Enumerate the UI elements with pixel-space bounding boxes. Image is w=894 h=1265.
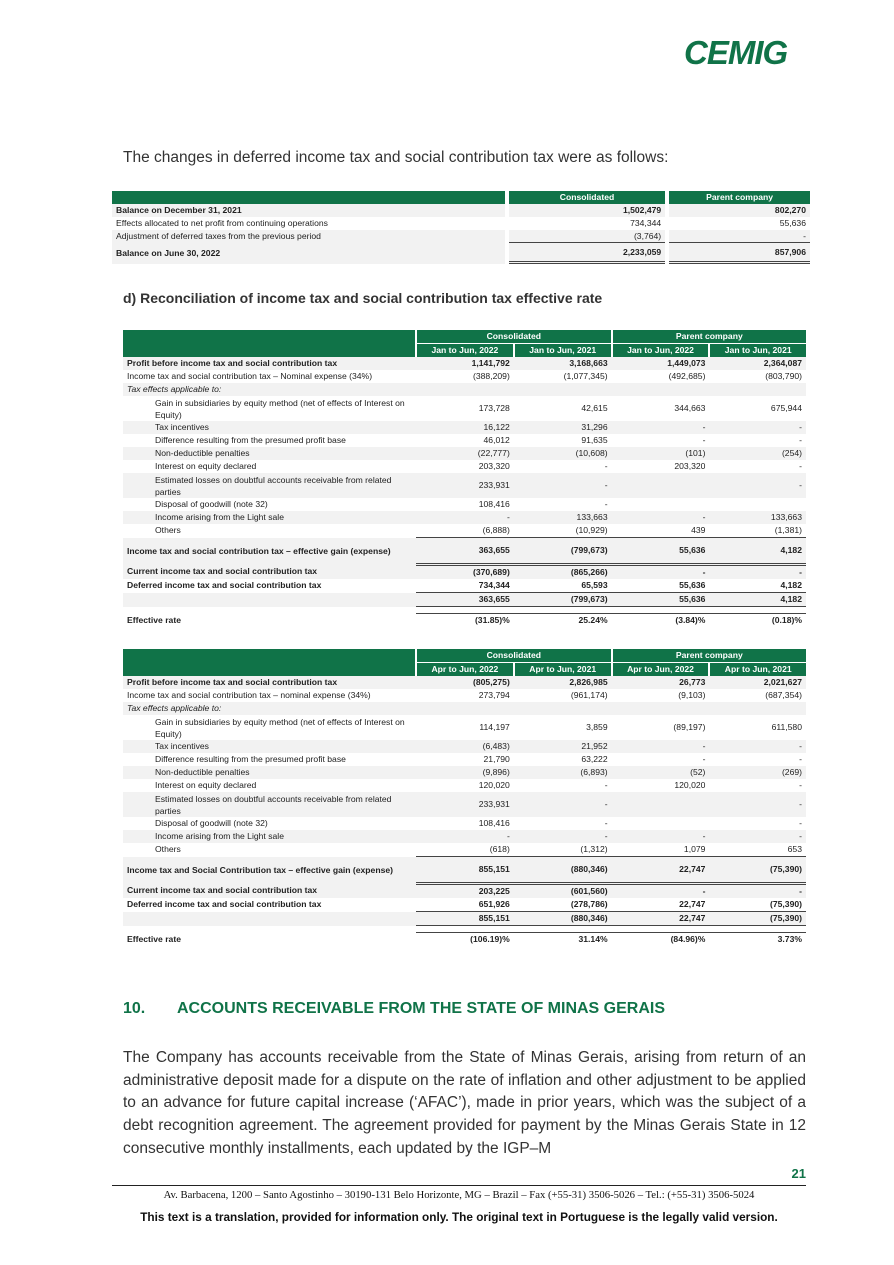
- row-value: [709, 702, 806, 715]
- row-value: (880,346): [514, 857, 612, 884]
- header-period: Jan to Jun, 2022: [612, 344, 710, 358]
- deferred-tax-changes-table: [108, 191, 814, 264]
- header-consolidated: Consolidated: [509, 191, 665, 204]
- consolidated-value: 734,344: [630, 217, 662, 228]
- row-value: 4,182: [709, 538, 806, 565]
- row-value: 21,952: [514, 740, 612, 753]
- row-value: -: [709, 421, 806, 434]
- header-parent-company: Parent company: [612, 649, 806, 663]
- table-row: [123, 421, 806, 434]
- row-value: 651,926: [416, 898, 514, 912]
- row-value: 22,747: [612, 898, 710, 912]
- row-value: 120,020: [478, 780, 510, 790]
- parent-value: 857,906: [669, 242, 810, 264]
- row-value: -: [799, 435, 802, 445]
- header-consolidated: Consolidated: [416, 649, 612, 663]
- row-label: Income tax and Social Contribution tax – effective gain (expense): [123, 857, 416, 884]
- row-value: 21,790: [483, 754, 510, 764]
- row-value: 25.24%: [514, 614, 612, 628]
- table-row: [123, 447, 806, 460]
- row-label: Profit before income tax and social contribution tax: [123, 676, 416, 689]
- row-value: -: [709, 565, 806, 580]
- row-value: 1,141,792: [416, 357, 514, 370]
- header-blank: [123, 663, 416, 677]
- row-value: (1,077,345): [563, 371, 608, 381]
- row-value: -: [799, 780, 802, 790]
- row-value: 855,151: [416, 857, 514, 884]
- row-value: -: [416, 830, 514, 843]
- row-value: (101): [612, 447, 710, 460]
- reconciliation-table-jan-jun: [123, 330, 806, 627]
- header-consolidated: Consolidated: [416, 330, 612, 344]
- header-period: Jan to Jun, 2021: [514, 344, 612, 358]
- row-value: 63,222: [581, 754, 608, 764]
- row-value: 65,593: [514, 579, 612, 593]
- table-row: [123, 538, 806, 565]
- row-value: (6,888): [416, 524, 514, 538]
- row-value: -: [604, 461, 608, 471]
- row-value: [612, 498, 710, 511]
- row-label: Interest on equity declared: [155, 461, 257, 471]
- row-value: -: [612, 884, 710, 899]
- row-value: (10,929): [514, 524, 612, 538]
- table-row: [123, 593, 806, 607]
- parent-value: -: [669, 230, 810, 243]
- section-title: ACCOUNTS RECEIVABLE FROM THE STATE OF MINAS GERAIS: [177, 1000, 666, 1017]
- row-value: -: [612, 565, 710, 580]
- table-row: [123, 933, 806, 947]
- row-label: Disposal of goodwill (note 32): [155, 499, 268, 509]
- header-blank: [112, 191, 505, 204]
- row-value: (254): [709, 447, 806, 460]
- row-label: Adjustment of deferred taxes from the previous period: [112, 230, 505, 243]
- section-number: 10.: [123, 1000, 146, 1017]
- row-label: Tax effects applicable to:: [123, 702, 416, 715]
- row-value: (75,390): [709, 857, 806, 884]
- row-value: (75,390): [709, 898, 806, 912]
- row-value: [612, 792, 710, 817]
- row-value: 363,655: [416, 593, 514, 607]
- table-row: [123, 715, 806, 740]
- row-value: 120,020: [674, 780, 706, 790]
- table-row: [123, 843, 806, 857]
- row-value: 233,931: [416, 792, 514, 817]
- reconciliation-table-apr-jun: [123, 649, 806, 946]
- header-period: Jan to Jun, 2021: [709, 344, 806, 358]
- footer-address: Av. Barbacena, 1200 – Santo Agostinho – 30190-131 Belo Horizonte, MG – Brazil – Fax (+55-31) 3506-5026 – Tel.: (+55-31) 3506-5024: [163, 1189, 755, 1201]
- row-label: Deferred income tax and social contribution tax: [127, 899, 322, 910]
- table-row: [123, 357, 806, 370]
- row-value: 4,182: [709, 593, 806, 607]
- row-value: -: [709, 740, 806, 753]
- spacer-cell: [123, 607, 806, 614]
- row-value: (805,275): [416, 676, 514, 689]
- row-value: (492,685): [668, 371, 706, 381]
- table-row: [112, 217, 810, 230]
- table-row: [112, 242, 810, 264]
- row-label: Income tax and social contribution tax – Nominal expense (34%): [127, 371, 373, 381]
- row-value: 26,773: [612, 676, 710, 689]
- row-label: Estimated losses on doubtful accounts receivable from related parties: [123, 473, 416, 498]
- row-label: Disposal of goodwill (note 32): [155, 818, 268, 828]
- row-value: 55,636: [612, 538, 710, 565]
- row-value: -: [612, 511, 710, 524]
- table-row: [123, 370, 806, 383]
- row-label: [123, 593, 416, 607]
- row-value: [514, 702, 612, 715]
- consolidated-value: (3,764): [509, 230, 665, 243]
- table-row: [123, 740, 806, 753]
- row-label: Tax effects applicable to:: [123, 383, 416, 396]
- row-value: 3.73%: [709, 933, 806, 947]
- header-parent-company: Parent company: [612, 330, 806, 344]
- row-value: 203,320: [478, 461, 510, 471]
- table-row: [123, 884, 806, 899]
- table-row: [123, 383, 806, 396]
- row-value: [612, 473, 710, 498]
- row-value: 133,663: [514, 511, 612, 524]
- table-row: [123, 524, 806, 538]
- row-value: 203,320: [674, 461, 706, 471]
- section-10-paragraph: The Company has accounts receivable from the State of Minas Gerais, arising from return of an administrative deposit made for a dispute on the rate of inflation and other adjustment to be applied to an advance for future capital increase (‘AFAC’), made in prior years, which was the subject of a debt recognition agreement. The agreement provided for payment by the Minas Gerais State in 12 consecutive monthly installments, each updated by the IGP–M: [123, 1049, 806, 1157]
- table-row: [123, 766, 806, 779]
- row-value: 22,747: [612, 912, 710, 926]
- row-value: (961,174): [570, 690, 608, 700]
- row-value: (803,790): [765, 371, 802, 381]
- row-label: Effects allocated to net profit from continuing operations: [116, 217, 328, 228]
- row-value: -: [612, 740, 710, 753]
- header-blank: [123, 330, 416, 344]
- table-row: [123, 614, 806, 628]
- row-value: (9,103): [678, 690, 706, 700]
- table-row: [112, 204, 810, 217]
- header-period: Apr to Jun, 2021: [514, 663, 612, 677]
- row-value: 2,364,087: [709, 357, 806, 370]
- row-value: [416, 383, 514, 396]
- row-value: [416, 702, 514, 715]
- row-value: 91,635: [581, 435, 608, 445]
- row-value: [612, 702, 710, 715]
- logo-text: CEMIG: [684, 36, 788, 70]
- table-row: [123, 898, 806, 912]
- row-label: Gain in subsidiaries by equity method (net of effects of Interest on Equity): [155, 716, 405, 739]
- row-value: (89,197): [673, 722, 706, 732]
- table-row: [123, 817, 806, 830]
- spacer-row: [123, 607, 806, 614]
- row-value: (865,266): [514, 565, 612, 580]
- row-value: -: [514, 473, 612, 498]
- row-value: (370,689): [416, 565, 514, 580]
- row-value: -: [799, 754, 802, 764]
- row-value: 1,079: [612, 843, 710, 857]
- row-label: Income tax and social contribution tax – effective gain (expense): [123, 538, 416, 565]
- row-value: -: [416, 511, 514, 524]
- row-value: (3.84)%: [612, 614, 710, 628]
- row-value: (22,777): [416, 447, 514, 460]
- table-row: [123, 460, 806, 473]
- row-value: 2,826,985: [514, 676, 612, 689]
- row-label: Others: [155, 844, 181, 855]
- table-row: [123, 565, 806, 580]
- section-10-heading: [123, 1000, 665, 1018]
- row-label: Income tax and social contribution tax – nominal expense (34%): [127, 690, 371, 700]
- row-value: -: [514, 830, 612, 843]
- row-value: (799,673): [514, 593, 612, 607]
- row-value: -: [709, 884, 806, 899]
- row-label: Income arising from the Light sale: [123, 511, 416, 524]
- row-value: (6,893): [514, 766, 612, 779]
- table-row: [123, 792, 806, 817]
- table-row: [123, 689, 806, 702]
- row-label: Others: [155, 525, 181, 536]
- row-value: (799,673): [514, 538, 612, 565]
- header-blank: [123, 344, 416, 358]
- row-value: (1,381): [709, 524, 806, 538]
- row-value: (106.19)%: [416, 933, 514, 947]
- row-value: (687,354): [765, 690, 802, 700]
- row-value: -: [612, 830, 710, 843]
- header-period: Apr to Jun, 2022: [612, 663, 710, 677]
- row-value: 203,225: [416, 884, 514, 899]
- row-value: 31.14%: [514, 933, 612, 947]
- header-period: Apr to Jun, 2022: [416, 663, 514, 677]
- row-value: 855,151: [416, 912, 514, 926]
- row-value: 133,663: [709, 511, 806, 524]
- footer-disclaimer: This text is a translation, provided for information only. The original text in Portuguese is the legally valid version.: [140, 1210, 778, 1224]
- table-row: [123, 702, 806, 715]
- row-value: -: [709, 792, 806, 817]
- parent-value: 55,636: [779, 217, 806, 228]
- row-value: 273,794: [478, 690, 510, 700]
- spacer-cell: [123, 926, 806, 933]
- row-value: 55,636: [612, 579, 710, 593]
- row-value: -: [799, 461, 802, 471]
- row-value: -: [702, 754, 706, 764]
- row-value: (388,209): [473, 371, 510, 381]
- header-blank: [123, 649, 416, 663]
- table-row: [123, 396, 806, 421]
- row-value: -: [604, 499, 608, 509]
- header-parent-company: Parent company: [669, 191, 810, 204]
- cemig-logo: [684, 36, 802, 70]
- row-value: -: [702, 435, 706, 445]
- row-value: -: [612, 421, 710, 434]
- row-value: 3,168,663: [514, 357, 612, 370]
- row-value: 16,122: [416, 421, 514, 434]
- spacer-row: [123, 926, 806, 933]
- row-value: (9,896): [416, 766, 514, 779]
- row-label: Tax incentives: [123, 421, 416, 434]
- row-value: 114,197: [479, 722, 510, 732]
- header-period: Apr to Jun, 2021: [709, 663, 806, 677]
- row-value: (601,560): [514, 884, 612, 899]
- table-row: [123, 912, 806, 926]
- row-value: 22,747: [612, 857, 710, 884]
- row-value: 1,449,073: [612, 357, 710, 370]
- table-row: [123, 753, 806, 766]
- row-label: Balance on June 30, 2022: [112, 242, 505, 264]
- header-period: Jan to Jun, 2022: [416, 344, 514, 358]
- row-label: Profit before income tax and social contribution tax: [123, 357, 416, 370]
- row-label: Effective rate: [127, 933, 181, 944]
- row-label: Gain in subsidiaries by equity method (net of effects of Interest on Equity): [155, 397, 405, 420]
- row-value: -: [799, 818, 802, 828]
- row-value: -: [709, 830, 806, 843]
- row-value: 344,663: [674, 403, 706, 413]
- table-row: [123, 579, 806, 593]
- row-value: (84.96)%: [612, 933, 710, 947]
- row-value: 4,182: [709, 579, 806, 593]
- row-value: (31.85)%: [416, 614, 514, 628]
- row-value: (278,786): [514, 898, 612, 912]
- row-value: 42,615: [581, 403, 608, 413]
- row-label: Balance on December 31, 2021: [112, 204, 505, 217]
- row-label: Effective rate: [127, 614, 181, 625]
- row-value: -: [604, 780, 608, 790]
- table-row: [123, 511, 806, 524]
- row-value: [709, 383, 806, 396]
- row-label: Interest on equity declared: [155, 780, 257, 790]
- row-value: (6,483): [416, 740, 514, 753]
- row-value: 173,728: [478, 403, 510, 413]
- section-d-heading: d) Reconciliation of income tax and social contribution tax effective rate: [123, 290, 603, 306]
- table-row: [123, 473, 806, 498]
- row-value: 233,931: [416, 473, 514, 498]
- row-value: [612, 817, 710, 830]
- table-row: [123, 676, 806, 689]
- row-value: 363,655: [416, 538, 514, 565]
- row-value: -: [709, 473, 806, 498]
- row-value: [709, 498, 806, 511]
- parent-value: 802,270: [669, 204, 810, 217]
- table-row: [112, 230, 810, 243]
- row-value: -: [604, 818, 608, 828]
- intro-text: The changes in deferred income tax and social contribution tax were as follows:: [123, 149, 669, 166]
- table-row: [123, 779, 806, 792]
- row-value: 55,636: [612, 593, 710, 607]
- row-label: Current income tax and social contribution tax: [123, 884, 416, 899]
- row-value: 611,580: [771, 722, 802, 732]
- row-value: 46,012: [483, 435, 510, 445]
- row-value: (75,390): [709, 912, 806, 926]
- row-value: 653: [709, 843, 806, 857]
- row-label: Estimated losses on doubtful accounts receivable from related parties: [123, 792, 416, 817]
- table-row: [123, 857, 806, 884]
- row-value: 439: [612, 524, 710, 538]
- row-value: [612, 383, 710, 396]
- row-value: (269): [709, 766, 806, 779]
- row-label: Current income tax and social contribution tax: [123, 565, 416, 580]
- row-value: (0.18)%: [709, 614, 806, 628]
- row-label: Difference resulting from the presumed profit base: [155, 754, 346, 764]
- consolidated-value: 1,502,479: [509, 204, 665, 217]
- consolidated-value: 2,233,059: [509, 242, 665, 264]
- row-label: Income arising from the Light sale: [123, 830, 416, 843]
- row-value: 2,021,627: [709, 676, 806, 689]
- row-value: 734,344: [416, 579, 514, 593]
- row-label: Non-deductible penalties: [123, 766, 416, 779]
- row-value: (52): [612, 766, 710, 779]
- row-value: (1,312): [514, 843, 612, 857]
- footer-divider: [112, 1185, 806, 1186]
- table-row: [123, 498, 806, 511]
- row-value: 675,944: [770, 403, 802, 413]
- row-value: 108,416: [478, 818, 510, 828]
- row-value: (10,608): [514, 447, 612, 460]
- row-label: Deferred income tax and social contribution tax: [127, 580, 322, 591]
- row-value: 31,296: [514, 421, 612, 434]
- row-value: (618): [416, 843, 514, 857]
- row-value: 108,416: [478, 499, 510, 509]
- table-row: [123, 830, 806, 843]
- row-label: [123, 912, 416, 926]
- row-value: [514, 383, 612, 396]
- row-value: -: [514, 792, 612, 817]
- row-label: Non-deductible penalties: [123, 447, 416, 460]
- row-label: Tax incentives: [123, 740, 416, 753]
- row-value: (880,346): [514, 912, 612, 926]
- table-row: [123, 434, 806, 447]
- row-value: 3,859: [586, 722, 608, 732]
- row-label: Difference resulting from the presumed profit base: [155, 435, 346, 445]
- page-number: 21: [791, 1166, 806, 1181]
